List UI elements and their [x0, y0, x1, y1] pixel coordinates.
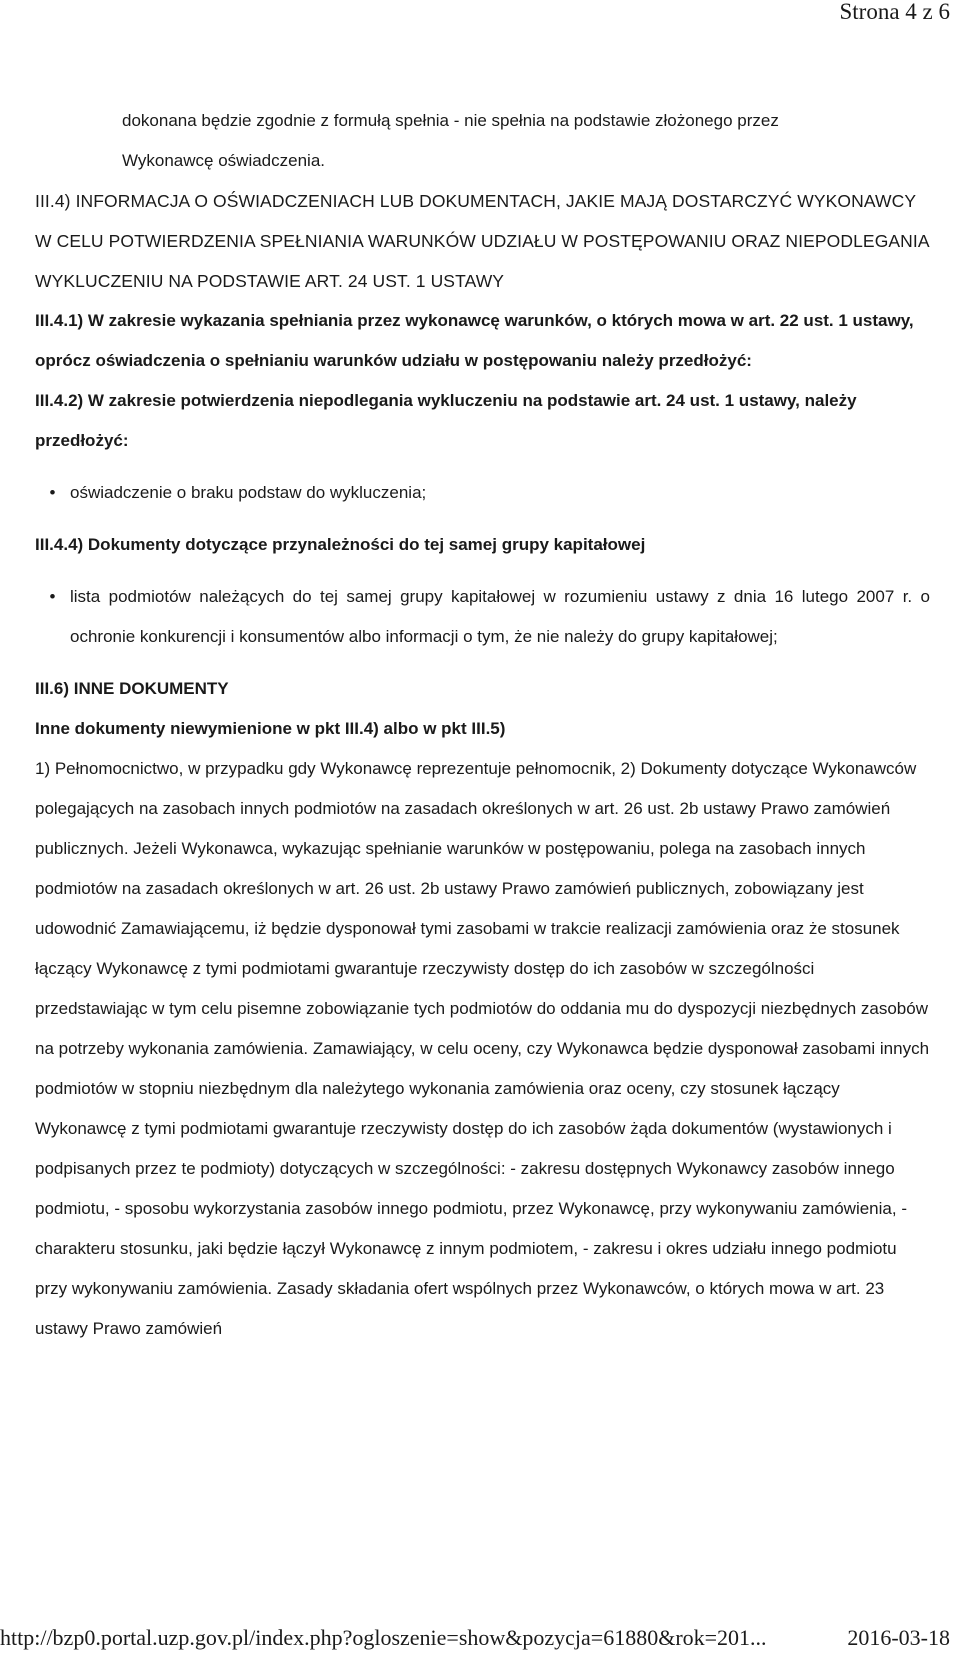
section-heading-iii6: III.6) INNE DOKUMENTY [35, 679, 229, 698]
bullet-list-iii42 [35, 473, 930, 513]
list-item [35, 577, 930, 657]
print-date: 2016-03-18 [847, 1625, 950, 1650]
section-heading-iii4: III.4) INFORMACJA O OŚWIADCZENIACH LUB DOKUMENTACH, JAKIE MAJĄ DOSTARCZYĆ WYKONAWCY W CELU POTWIERDZENIA SPEŁNIANIA WARUNKÓW UDZIAŁU W POSTĘPOWANIU ORAZ NIEPODLEGANIA WYKLUCZENIU NA PODSTAWIE ART. 24 UST. 1 USTAWY [35, 191, 929, 291]
other-docs-paragraph: 1) Pełnomocnictwo, w przypadku gdy Wykonawcę reprezentuje pełnomocnik, 2) Dokumenty dotyczące Wykonawców polegających na zasobach innych podmiotów na zasadach określonych w art. 26 ust. 2b ustawy Prawo zamówień publicznych. Jeżeli Wykonawca, wykazując spełnianie warunków w postępowaniu, polega na zasobach innych podmiotów na zasadach określonych w art. 26 ust. 2b ustawy Prawo zamówień publicznych, zobowiązany jest udowodnić Zamawiającemu, iż będzie dysponował tymi zasobami w trakcie realizacji zamówienia oraz że stosunek łączący Wykonawcę z tymi podmiotami gwarantuje rzeczywisty dostęp do ich zasobów w szczególności przedstawiając w tym celu pisemne zobowiązanie tych podmiotów do oddania mu do dyspozycji niezbędnych zasobów na potrzeby wykonania zamówienia. Zamawiający, w celu oceny, czy Wykonawca będzie dysponował zasobami innych podmiotów w stopniu niezbędnym dla należytego wykonania zamówienia oraz oceny, czy stosunek łączący Wykonawcę z tymi podmiotami gwarantuje rzeczywisty dostęp do ich zasobów żąda dokumentów (wystawionych i podpisanych przez te podmioty) dotyczących w szczególności: - zakresu dostępnych Wykonawcy zasobów innego podmiotu, - sposobu wykorzystania zasobów innego podmiotu, przez Wykonawcę, przy wykonywaniu zamówienia, - charakteru stosunku, jaki będzie łączył Wykonawcę z innym podmiotem, - zakresu i okres udziału innego podmiotu przy wykonywaniu zamówienia. Zasady składania ofert wspólnych przez Wykonawców, o których mowa w art. 23 ustawy Prawo zamówień [35, 759, 930, 1338]
section-heading-iii42: III.4.2) W zakresie potwierdzenia niepodlegania wykluczeniu na podstawie art. 24 ust. 1 ustawy, należy przedłożyć: [35, 391, 857, 450]
document-body [35, 101, 930, 1349]
source-url: http://bzp0.portal.uzp.gov.pl/index.php?ogloszenie=show&pozycja=61880&rok=201... [0, 1625, 767, 1650]
list-item-text: oświadczenie o braku podstaw do wykluczenia; [70, 483, 427, 502]
bullet-icon: • [49, 587, 56, 606]
section-heading-other-docs: Inne dokumenty niewymienione w pkt III.4) albo w pkt III.5) [35, 719, 506, 738]
intro-line-2: Wykonawcę oświadczenia. [122, 151, 325, 170]
section-heading-iii44: III.4.4) Dokumenty dotyczące przynależności do tej samej grupy kapitałowej [35, 535, 646, 554]
bullet-icon: • [49, 483, 56, 502]
bullet-list-iii44 [35, 577, 930, 657]
list-item [35, 473, 930, 513]
list-item-text: lista podmiotów należących do tej samej grupy kapitałowej w rozumieniu ustawy z dnia 16 lutego 2007 r. o ochronie konkurencji i konsumentów albo informacji o tym, że nie należy do grupy kapitałowej; [70, 587, 930, 646]
section-heading-iii41: III.4.1) W zakresie wykazania spełniania przez wykonawcę warunków, o których mowa w art. 22 ust. 1 ustawy, oprócz oświadczenia o spełnianiu warunków udziału w postępowaniu należy przedłożyć: [35, 311, 914, 370]
page-number: Strona 4 z 6 [839, 0, 950, 24]
intro-line-1: dokonana będzie zgodnie z formułą spełnia - nie spełnia na podstawie złożonego przez [122, 111, 779, 130]
